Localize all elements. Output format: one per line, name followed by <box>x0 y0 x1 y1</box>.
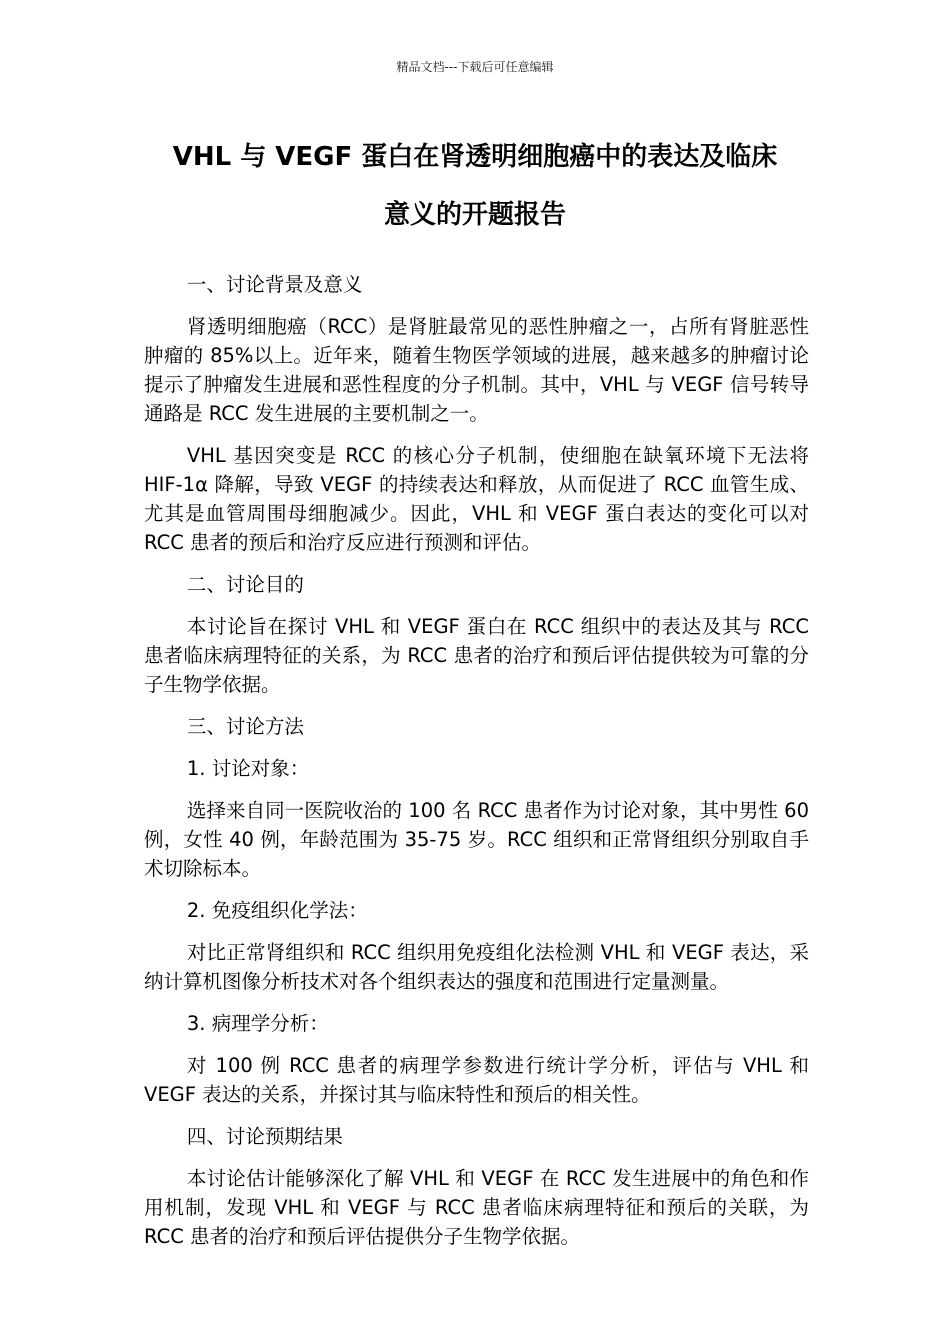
paragraph-background-1: 肾透明细胞癌（RCC）是肾脏最常见的恶性肿瘤之一，占所有肾脏恶性肿瘤的 85%以上。近年来，随着生物医学领域的进展，越来越多的肿瘤讨论提示了肿瘤发生进展和恶性程度的分子机制。其中，VHL 与 VEGF 信号转导通路是 RCC 发生进展的主要机制之一。 <box>144 315 809 425</box>
section-heading-methods: 三、讨论方法 <box>186 715 304 738</box>
header-note: 精品文档---下载后可任意编辑 <box>396 60 554 74</box>
subheading-pathology: 3. 病理学分析： <box>186 1012 329 1035</box>
paragraph-immunohistochemistry: 对比正常肾组织和 RCC 组织用免疫组化法检测 VHL 和 VEGF 表达，采纳计算机图像分析技术对各个组织表达的强度和范围进行定量测量。 <box>144 941 809 993</box>
paragraph-subjects: 选择来自同一医院收治的 100 名 RCC 患者作为讨论对象，其中男性 60 例，女性 40 例，年龄范围为 35-75 岁。RCC 组织和正常肾组织分别取自手术切除标本。 <box>144 799 809 880</box>
title-line-2: 意义的开题报告 <box>383 200 566 230</box>
paragraph-purpose: 本讨论旨在探讨 VHL 和 VEGF 蛋白在 RCC 组织中的表达及其与 RCC 患者临床病理特征的关系，为 RCC 患者的治疗和预后评估提供较为可靠的分子生物学依据。 <box>144 615 809 696</box>
subheading-subjects: 1. 讨论对象： <box>186 757 310 780</box>
title-line-1: VHL 与 VEGF 蛋白在肾透明细胞癌中的表达及临床 <box>172 142 778 172</box>
paragraph-background-2: VHL 基因突变是 RCC 的核心分子机制，使细胞在缺氧环境下无法将 HIF-1α 降解，导致 VEGF 的持续表达和释放，从而促进了 RCC 血管生成、尤其是血管周围母细胞减少。因此，VHL 和 VEGF 蛋白表达的变化可以对 RCC 患者的预后和治疗反应进行预测和评估。 <box>144 444 809 554</box>
paragraph-expected-results: 本讨论估计能够深化了解 VHL 和 VEGF 在 RCC 发生进展中的角色和作用机制，发现 VHL 和 VEGF 与 RCC 患者临床病理特征和预后的关联，为 RCC 患者的治疗和预后评估提供分子生物学依据。 <box>144 1167 809 1248</box>
paragraph-pathology: 对 100 例 RCC 患者的病理学参数进行统计学分析，评估与 VHL 和 VEGF 表达的关系，并探讨其与临床特性和预后的相关性。 <box>144 1054 809 1106</box>
subheading-immunohistochemistry: 2. 免疫组织化学法： <box>186 899 368 922</box>
section-heading-expected-results: 四、讨论预期结果 <box>186 1125 343 1148</box>
document-body <box>144 270 809 1264</box>
document-title <box>120 128 830 244</box>
section-heading-background: 一、讨论背景及意义 <box>186 273 363 296</box>
section-heading-purpose: 二、讨论目的 <box>186 573 304 596</box>
